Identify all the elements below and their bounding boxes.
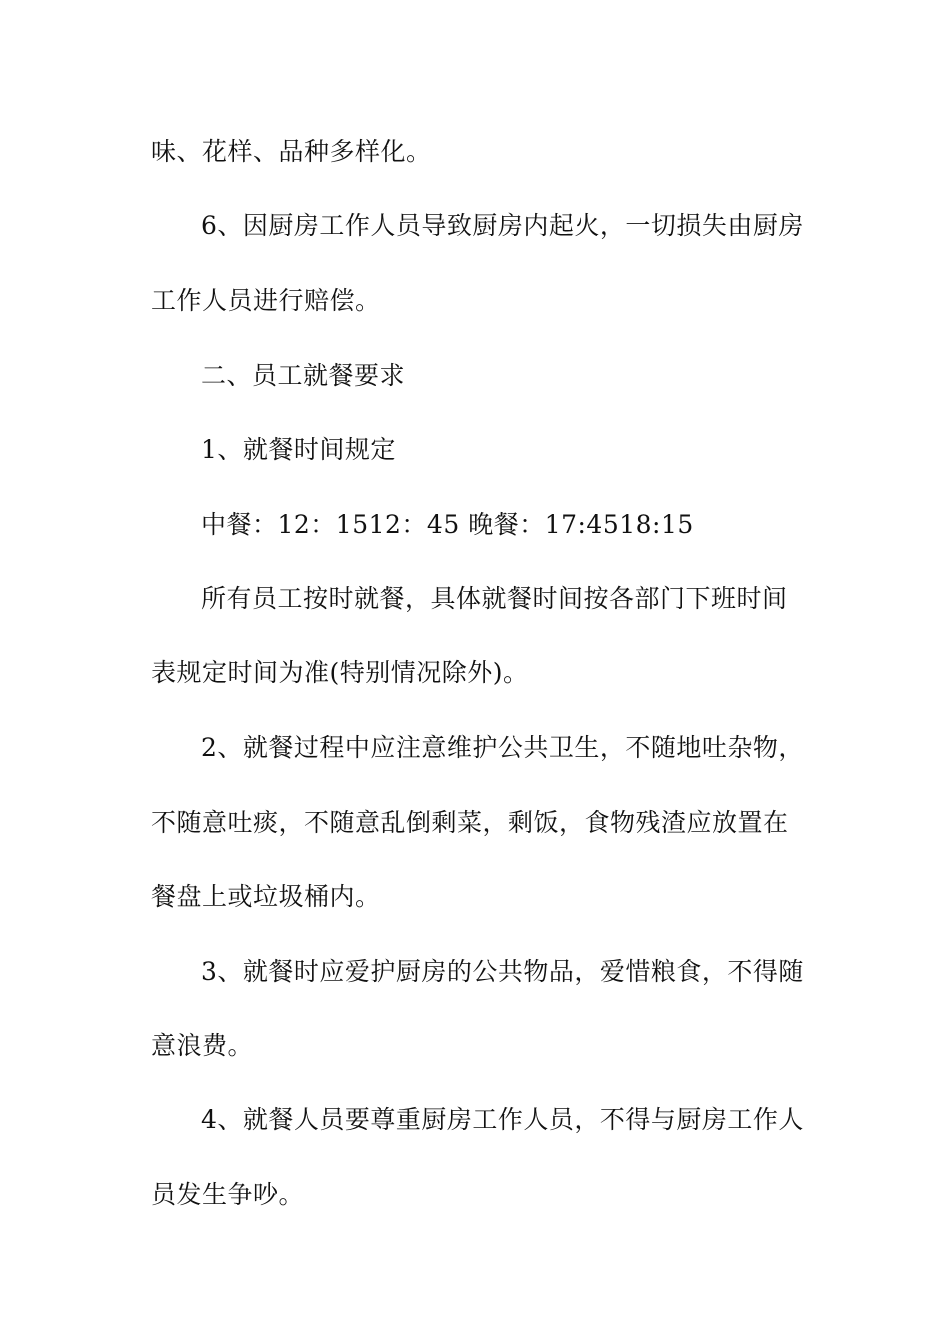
text-line: 味、花样、品种多样化。 [151,137,432,166]
text-line: 中餐：12：1512：45 晚餐：17:4518:15 [201,510,694,539]
text-line: 工作人员进行赔偿。 [151,286,381,315]
text-line: 6、因厨房工作人员导致厨房内起火，一切损失由厨房 [201,211,804,240]
text-line: 4、就餐人员要尊重厨房工作人员，不得与厨房工作人 [201,1105,804,1134]
text-line: 不随意吐痰，不随意乱倒剩菜，剩饭，食物残渣应放置在 [151,808,789,837]
text-line: 所有员工按时就餐，具体就餐时间按各部门下班时间 [201,584,788,613]
text-line: 餐盘上或垃圾桶内。 [151,882,381,911]
text-line: 表规定时间为准(特别情况除外)。 [151,658,529,687]
text-line: 3、就餐时应爱护厨房的公共物品，爱惜粮食，不得随 [201,957,804,986]
subsection-heading: 1、就餐时间规定 [201,435,396,464]
text-line: 员发生争吵。 [151,1180,305,1209]
text-line: 2、就餐过程中应注意维护公共卫生，不随地吐杂物， [201,733,804,762]
section-heading: 二、员工就餐要求 [201,361,406,390]
text-line: 意浪费。 [151,1031,254,1060]
